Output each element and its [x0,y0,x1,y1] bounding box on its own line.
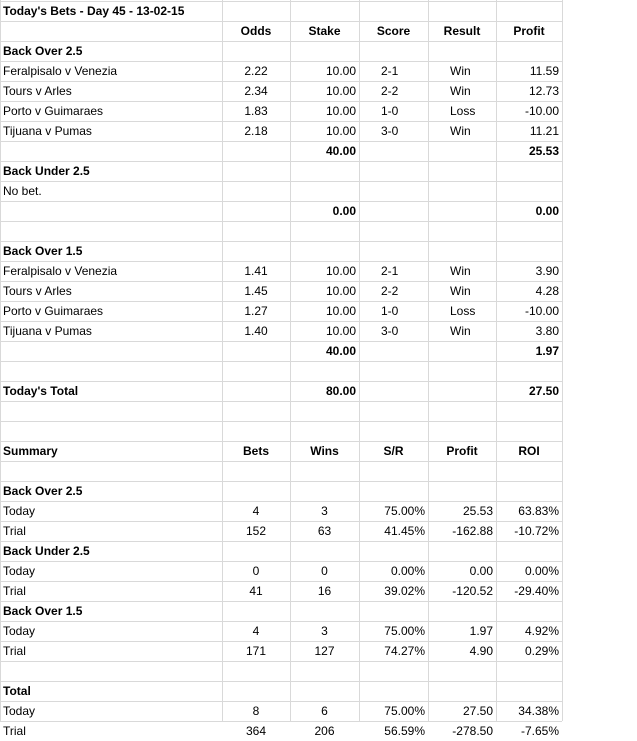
summary-wins[interactable]: 16 [317,584,332,598]
section-note[interactable]: No bet. [3,184,42,198]
result-cell[interactable]: Win [450,324,471,338]
summary-wins[interactable]: 3 [321,624,328,638]
summary-section-title[interactable]: Back Over 1.5 [3,604,83,618]
grid-row-line [0,361,562,362]
todays-total-stake[interactable]: 80.00 [325,384,356,398]
match-name[interactable]: Tijuana v Pumas [3,324,92,338]
summary-sr[interactable]: 0.00% [390,564,425,578]
section-total-profit[interactable]: 25.53 [528,144,559,158]
odds-cell[interactable]: 1.41 [244,264,268,278]
section-total-profit[interactable]: 1.97 [535,344,559,358]
summary-wins[interactable]: 206 [314,724,335,738]
section-title[interactable]: Back Over 2.5 [3,44,83,58]
summary-bets[interactable]: 4 [252,504,260,518]
grid-row-line [0,661,562,662]
section-title[interactable]: Back Under 2.5 [3,164,90,178]
result-cell[interactable]: Win [450,264,471,278]
stake-cell[interactable]: 10.00 [325,124,356,138]
summary-sr[interactable]: 75.00% [384,624,425,638]
result-cell[interactable]: Loss [450,104,476,118]
summary-bets[interactable]: 152 [245,524,267,538]
score-cell[interactable]: 2-2 [381,284,399,298]
column-header[interactable]: Score [376,24,411,38]
summary-bets[interactable]: 0 [252,564,260,578]
summary-bets[interactable]: 41 [249,584,263,598]
summary-wins[interactable]: 3 [321,504,328,518]
summary-profit[interactable]: -120.52 [452,584,493,598]
profit-cell[interactable]: 11.59 [529,64,559,78]
stake-cell[interactable]: 10.00 [325,304,356,318]
summary-wins[interactable]: 127 [314,644,335,658]
match-name[interactable]: Feralpisalo v Venezia [3,64,118,78]
summary-bets[interactable]: 8 [252,704,260,718]
result-cell[interactable]: Loss [450,304,476,318]
result-cell[interactable]: Win [450,84,471,98]
grid-row-line [0,461,562,462]
result-cell[interactable]: Win [450,64,471,78]
column-header[interactable]: Result [443,24,481,38]
profit-cell[interactable]: 11.21 [529,124,559,138]
summary-profit[interactable]: 0.00 [469,564,493,578]
summary-wins[interactable]: 6 [321,704,328,718]
profit-cell[interactable]: 3.90 [535,264,559,278]
section-total-stake[interactable]: 0.00 [332,204,356,218]
summary-profit[interactable]: 25.53 [462,504,493,518]
grid-column-line [562,0,563,721]
summary-sr[interactable]: 75.00% [384,704,425,718]
summary-sr[interactable]: 74.27% [384,644,425,658]
score-cell[interactable]: 1-0 [381,304,399,318]
summary-roi[interactable]: 4.92% [524,624,559,638]
odds-cell[interactable]: 1.83 [244,104,268,118]
profit-cell[interactable]: -10.00 [524,304,559,318]
stake-cell[interactable]: 10.00 [325,84,356,98]
section-title[interactable]: Back Over 1.5 [3,244,83,258]
summary-row-label[interactable]: Trial [3,524,26,538]
summary-row-label[interactable]: Trial [3,724,26,738]
profit-cell[interactable]: -10.00 [524,104,559,118]
profit-cell[interactable]: 12.73 [528,84,559,98]
stake-cell[interactable]: 10.00 [325,104,356,118]
summary-header[interactable]: ROI [518,444,540,458]
grid-row-line [0,421,562,422]
match-name[interactable]: Porto v Guimaraes [3,304,104,318]
summary-sr[interactable]: 75.00% [384,504,425,518]
section-total-stake[interactable]: 40.00 [325,344,356,358]
summary-wins[interactable]: 0 [321,564,328,578]
summary-title[interactable]: Summary [3,444,58,458]
todays-total-profit[interactable]: 27.50 [528,384,559,398]
stake-cell[interactable]: 10.00 [325,284,356,298]
column-header[interactable]: Profit [513,24,545,38]
summary-header[interactable]: Wins [310,444,339,458]
summary-profit[interactable]: -278.50 [452,724,493,738]
odds-cell[interactable]: 1.45 [244,284,268,298]
profit-cell[interactable]: 4.28 [535,284,559,298]
match-name[interactable]: Feralpisalo v Venezia [3,264,118,278]
summary-roi[interactable]: 0.00% [524,564,559,578]
odds-cell[interactable]: 1.40 [244,324,268,338]
summary-row-label[interactable]: Trial [3,584,26,598]
summary-row-label[interactable]: Today [3,624,36,638]
summary-row-label[interactable]: Trial [3,644,26,658]
section-total-profit[interactable]: 0.00 [535,204,559,218]
summary-row-label[interactable]: Today [3,564,36,578]
summary-section-title[interactable]: Back Over 2.5 [3,484,83,498]
grid-row-line [0,201,562,202]
odds-cell[interactable]: 2.22 [244,64,268,78]
summary-bets[interactable]: 364 [245,724,267,738]
summary-profit[interactable]: 4.90 [469,644,493,658]
summary-section-title[interactable]: Back Under 2.5 [3,544,90,558]
grid-row-line [0,221,562,222]
match-name[interactable]: Tours v Arles [3,84,72,98]
score-cell[interactable]: 3-0 [381,324,399,338]
summary-sr[interactable]: 56.59% [384,724,425,738]
summary-bets[interactable]: 171 [245,644,267,658]
result-cell[interactable]: Win [450,284,471,298]
score-cell[interactable]: 2-1 [381,264,399,278]
result-cell[interactable]: Win [450,124,471,138]
stake-cell[interactable]: 10.00 [325,64,356,78]
column-header[interactable]: Stake [308,24,341,38]
summary-header[interactable]: Bets [242,444,269,458]
match-name[interactable]: Tijuana v Pumas [3,124,92,138]
sheet-title[interactable]: Today's Bets - Day 45 - 13-02-15 [3,4,185,18]
summary-sr[interactable]: 39.02% [384,584,425,598]
odds-cell[interactable]: 2.18 [244,124,268,138]
summary-profit[interactable]: 27.50 [462,704,493,718]
section-total-stake[interactable]: 40.00 [325,144,356,158]
summary-profit[interactable]: -162.88 [452,524,493,538]
match-name[interactable]: Porto v Guimaraes [3,104,104,118]
summary-row-label[interactable]: Today [3,704,36,718]
grid-row-line [0,341,562,342]
summary-header[interactable]: Profit [446,444,478,458]
summary-roi[interactable]: -10.72% [514,524,559,538]
grid-row-line [0,141,562,142]
summary-roi[interactable]: -7.65% [520,724,559,738]
summary-roi[interactable]: 0.29% [524,644,559,658]
score-cell[interactable]: 1-0 [381,104,399,118]
summary-row-label[interactable]: Today [3,504,36,518]
grid-row-line [0,401,562,402]
stake-cell[interactable]: 10.00 [325,324,356,338]
summary-sr[interactable]: 41.45% [384,524,425,538]
todays-total-label[interactable]: Today's Total [3,384,79,398]
odds-cell[interactable]: 2.34 [244,84,268,98]
summary-section-title[interactable]: Total [3,684,31,698]
score-cell[interactable]: 2-2 [381,84,399,98]
summary-roi[interactable]: -29.40% [514,584,559,598]
score-cell[interactable]: 3-0 [381,124,399,138]
summary-wins[interactable]: 63 [317,524,332,538]
summary-header[interactable]: S/R [383,444,404,458]
summary-bets[interactable]: 4 [252,624,260,638]
profit-cell[interactable]: 3.80 [535,324,559,338]
score-cell[interactable]: 2-1 [381,64,399,78]
stake-cell[interactable]: 10.00 [325,264,356,278]
match-name[interactable]: Tours v Arles [3,284,72,298]
summary-roi[interactable]: 63.83% [518,504,559,518]
summary-profit[interactable]: 1.97 [469,624,493,638]
summary-roi[interactable]: 34.38% [518,704,559,718]
odds-cell[interactable]: 1.27 [244,304,268,318]
column-header[interactable]: Odds [240,24,272,38]
